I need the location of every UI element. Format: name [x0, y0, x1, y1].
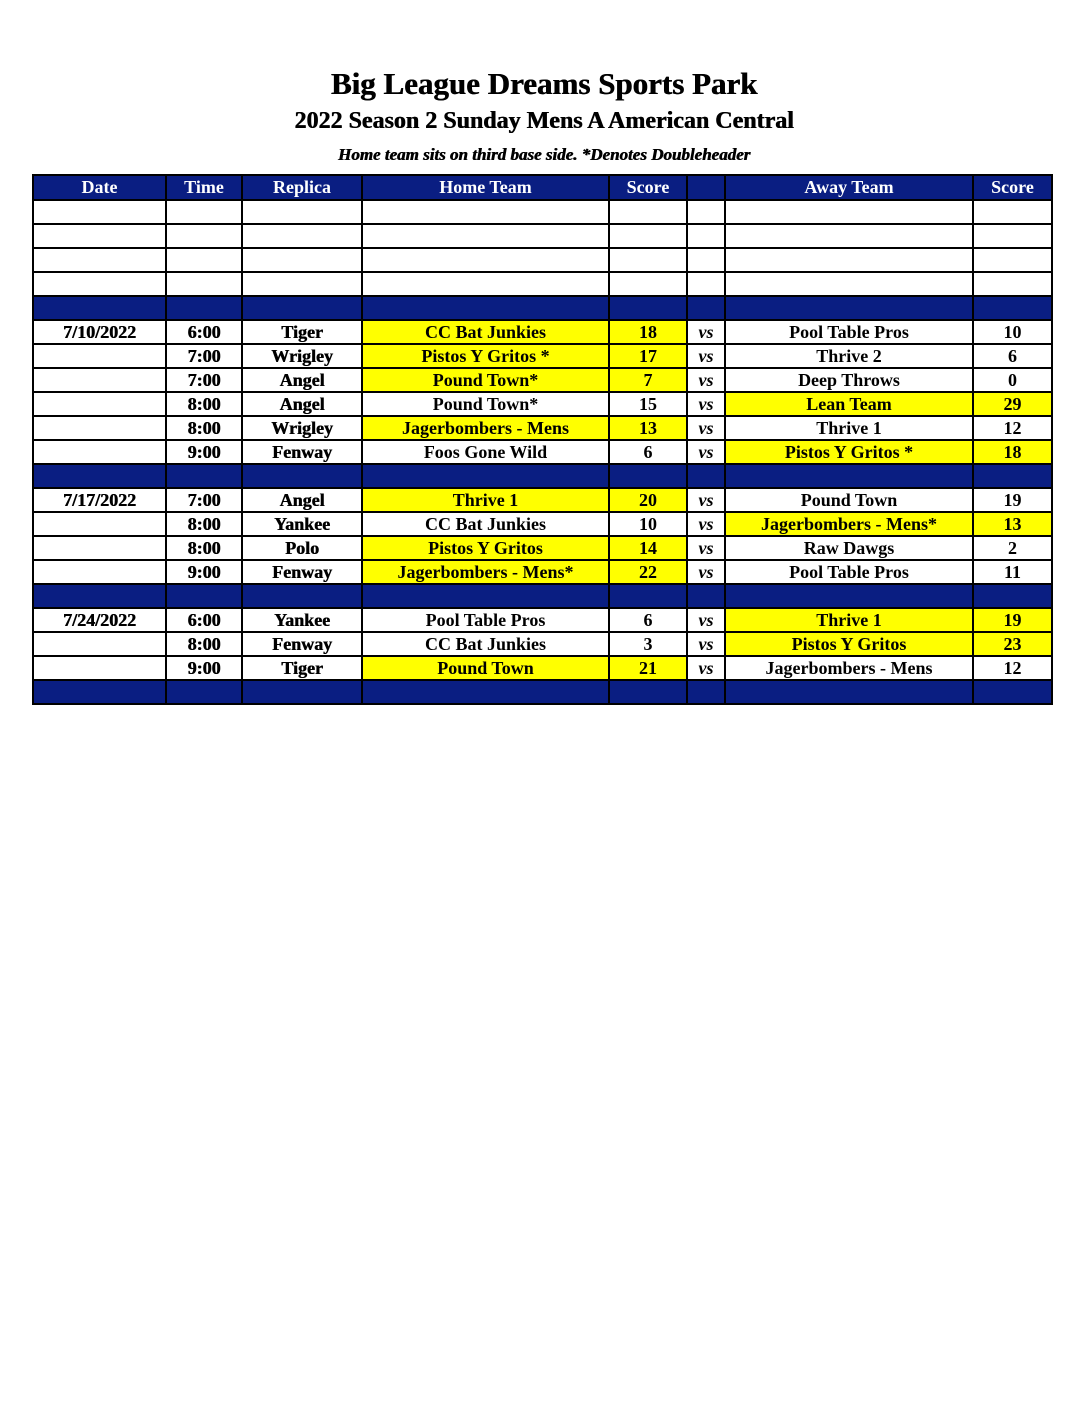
game-time: 8:00 — [166, 512, 242, 536]
game-row — [33, 416, 1052, 440]
schedule-body — [33, 200, 1052, 704]
game-row — [33, 608, 1052, 632]
game-time: 7:00 — [166, 368, 242, 392]
vs-label: vs — [687, 656, 725, 680]
vs-label: vs — [687, 392, 725, 416]
game-row — [33, 656, 1052, 680]
game-row — [33, 320, 1052, 344]
schedule-table — [32, 174, 1053, 705]
home-score: 20 — [609, 488, 687, 512]
home-team: Pistos Y Gritos — [362, 536, 609, 560]
vs-label: vs — [687, 560, 725, 584]
away-score: 29 — [973, 392, 1052, 416]
game-row — [33, 488, 1052, 512]
away-score: 6 — [973, 344, 1052, 368]
away-score: 23 — [973, 632, 1052, 656]
away-team: Thrive 2 — [725, 344, 973, 368]
home-team: Jagerbombers - Mens — [362, 416, 609, 440]
game-row — [33, 392, 1052, 416]
col-header-date: Date — [33, 175, 166, 200]
blank-row — [33, 224, 1052, 248]
header-row — [33, 175, 1052, 200]
away-score: 12 — [973, 656, 1052, 680]
game-row — [33, 512, 1052, 536]
home-score: 10 — [609, 512, 687, 536]
game-date — [33, 536, 166, 560]
col-header-away-score: Score — [973, 175, 1052, 200]
home-score: 6 — [609, 440, 687, 464]
home-score: 13 — [609, 416, 687, 440]
home-team: CC Bat Junkies — [362, 320, 609, 344]
game-time: 7:00 — [166, 344, 242, 368]
away-team: Pound Town — [725, 488, 973, 512]
home-score: 17 — [609, 344, 687, 368]
game-date — [33, 512, 166, 536]
week-separator-row — [33, 296, 1052, 320]
game-time: 9:00 — [166, 440, 242, 464]
game-replica: Angel — [242, 392, 362, 416]
home-score: 6 — [609, 608, 687, 632]
home-score: 22 — [609, 560, 687, 584]
col-header-home-score: Score — [609, 175, 687, 200]
col-header-time: Time — [166, 175, 242, 200]
col-header-vs — [687, 175, 725, 200]
away-team: Deep Throws — [725, 368, 973, 392]
away-team: Pistos Y Gritos — [725, 632, 973, 656]
away-team: Jagerbombers - Mens* — [725, 512, 973, 536]
game-date — [33, 632, 166, 656]
game-date — [33, 344, 166, 368]
game-time: 8:00 — [166, 632, 242, 656]
game-replica: Fenway — [242, 440, 362, 464]
schedule-subtitle: 2022 Season 2 Sunday Mens A American Central — [294, 108, 794, 134]
away-score: 0 — [973, 368, 1052, 392]
away-score: 18 — [973, 440, 1052, 464]
col-header-replica: Replica — [242, 175, 362, 200]
home-team: Pound Town* — [362, 368, 609, 392]
schedule-note: Home team sits on third base side. *Denotes Doubleheader — [337, 145, 751, 164]
game-replica: Wrigley — [242, 344, 362, 368]
game-replica: Fenway — [242, 632, 362, 656]
game-row — [33, 536, 1052, 560]
vs-label: vs — [687, 440, 725, 464]
away-score: 10 — [973, 320, 1052, 344]
home-team: Foos Gone Wild — [362, 440, 609, 464]
home-score: 21 — [609, 656, 687, 680]
week-separator-row — [33, 584, 1052, 608]
game-row — [33, 632, 1052, 656]
home-score: 14 — [609, 536, 687, 560]
game-replica: Wrigley — [242, 416, 362, 440]
week-separator-row — [33, 680, 1052, 704]
vs-label: vs — [687, 344, 725, 368]
vs-label: vs — [687, 368, 725, 392]
vs-label: vs — [687, 488, 725, 512]
home-team: Pound Town — [362, 656, 609, 680]
home-team: Jagerbombers - Mens* — [362, 560, 609, 584]
away-team: Thrive 1 — [725, 416, 973, 440]
away-score: 2 — [973, 536, 1052, 560]
game-row — [33, 368, 1052, 392]
away-team: Pool Table Pros — [725, 560, 973, 584]
vs-label: vs — [687, 608, 725, 632]
away-score: 19 — [973, 488, 1052, 512]
away-score: 11 — [973, 560, 1052, 584]
home-team: CC Bat Junkies — [362, 632, 609, 656]
game-row — [33, 440, 1052, 464]
game-time: 8:00 — [166, 392, 242, 416]
game-replica: Tiger — [242, 656, 362, 680]
blank-row — [33, 248, 1052, 272]
game-time: 9:00 — [166, 656, 242, 680]
vs-label: vs — [687, 512, 725, 536]
game-replica: Fenway — [242, 560, 362, 584]
away-score: 13 — [973, 512, 1052, 536]
away-score: 12 — [973, 416, 1052, 440]
home-team: Pool Table Pros — [362, 608, 609, 632]
game-date: 7/24/2022 — [33, 608, 166, 632]
game-time: 9:00 — [166, 560, 242, 584]
home-score: 7 — [609, 368, 687, 392]
game-date — [33, 392, 166, 416]
game-date: 7/10/2022 — [33, 320, 166, 344]
game-replica: Tiger — [242, 320, 362, 344]
home-team: Thrive 1 — [362, 488, 609, 512]
home-score: 18 — [609, 320, 687, 344]
game-date — [33, 368, 166, 392]
away-team: Pistos Y Gritos * — [725, 440, 973, 464]
col-header-away-team: Away Team — [725, 175, 973, 200]
home-team: CC Bat Junkies — [362, 512, 609, 536]
away-team: Thrive 1 — [725, 608, 973, 632]
home-score: 15 — [609, 392, 687, 416]
game-replica: Angel — [242, 368, 362, 392]
vs-label: vs — [687, 632, 725, 656]
game-row — [33, 560, 1052, 584]
game-replica: Yankee — [242, 512, 362, 536]
game-time: 6:00 — [166, 608, 242, 632]
away-team: Jagerbombers - Mens — [725, 656, 973, 680]
week-separator-row — [33, 464, 1052, 488]
game-time: 6:00 — [166, 320, 242, 344]
page-title: Big League Dreams Sports Park — [330, 66, 758, 101]
game-replica: Yankee — [242, 608, 362, 632]
game-date — [33, 416, 166, 440]
game-date: 7/17/2022 — [33, 488, 166, 512]
home-score: 3 — [609, 632, 687, 656]
game-time: 8:00 — [166, 416, 242, 440]
vs-label: vs — [687, 416, 725, 440]
game-replica: Polo — [242, 536, 362, 560]
away-team: Pool Table Pros — [725, 320, 973, 344]
vs-label: vs — [687, 536, 725, 560]
game-date — [33, 440, 166, 464]
game-date — [33, 560, 166, 584]
home-team: Pistos Y Gritos * — [362, 344, 609, 368]
game-date — [33, 656, 166, 680]
blank-row — [33, 272, 1052, 296]
away-team: Lean Team — [725, 392, 973, 416]
game-row — [33, 344, 1052, 368]
col-header-home-team: Home Team — [362, 175, 609, 200]
game-time: 8:00 — [166, 536, 242, 560]
away-score: 19 — [973, 608, 1052, 632]
blank-row — [33, 200, 1052, 224]
vs-label: vs — [687, 320, 725, 344]
game-replica: Angel — [242, 488, 362, 512]
home-team: Pound Town* — [362, 392, 609, 416]
game-time: 7:00 — [166, 488, 242, 512]
away-team: Raw Dawgs — [725, 536, 973, 560]
